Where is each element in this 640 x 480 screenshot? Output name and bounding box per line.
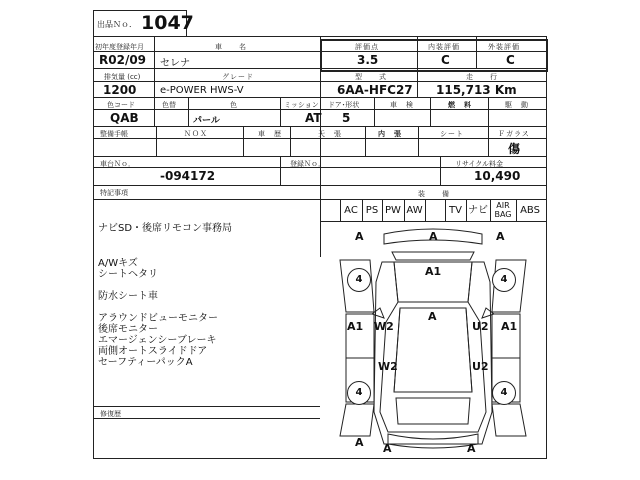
rule (320, 36, 321, 257)
fglass-value: 傷 (508, 142, 521, 156)
damage-left-front-door: A1 (347, 320, 364, 333)
registration-label: 登録Ｎｏ． (290, 160, 325, 168)
equipment-label: 装 備 (418, 190, 450, 198)
mileage-value: 115,713 Km (436, 83, 517, 97)
left-rear-shape (340, 404, 374, 436)
score-value: 3.5 (357, 53, 379, 67)
rule (365, 126, 366, 156)
special-notes-line1: ナビSD・後席リモコン事務局 (98, 223, 233, 234)
tire-rear-right: 4 (492, 381, 516, 405)
equip-blank (425, 200, 445, 221)
rule (417, 36, 418, 97)
name-label: 車 名 (215, 43, 247, 51)
grade-label: グレード (222, 73, 254, 81)
displacement-value: 1200 (103, 83, 137, 97)
door-label: ドア･形状 (328, 101, 360, 109)
recycle-label: リサイクル料金 (455, 160, 504, 168)
rear-bumper-shape (388, 434, 478, 448)
tire-front-right: 4 (492, 268, 516, 292)
special-notes: A/Wキズ シートヘタリ 防水シート車 アラウンドビューモニター 後席モニター エマージェンシーブレーキ 両側オートスライドドア セーフティーパックA (98, 258, 218, 368)
name-value: セレナ (160, 58, 190, 69)
rule (290, 126, 291, 156)
damage-right-rear-door: A1 (501, 320, 518, 333)
interior-score-value: C (441, 53, 450, 67)
equip-ps: PS (365, 205, 379, 216)
rear-window-shape (396, 398, 470, 424)
rule (93, 406, 320, 407)
equip-ac: AC (344, 205, 358, 216)
equip-airbag: AIR BAG (494, 201, 512, 219)
year-label: 初年度登録年月 (95, 43, 144, 51)
manual-label: 整備手帳 (100, 130, 128, 138)
displacement-label: 排気量 (cc) (104, 73, 141, 81)
damage-front-left: A (355, 230, 364, 243)
special-notes-label: 特記事項 (100, 189, 128, 197)
equip-aw: AW (406, 205, 423, 216)
rule (374, 97, 375, 126)
rule (156, 126, 157, 156)
mission-value: AT (305, 111, 322, 125)
history-label: 車 歴 (258, 130, 282, 138)
rule (93, 418, 320, 419)
model-value: 6AA-HFC27 (337, 83, 413, 97)
equip-tv: TV (449, 205, 462, 216)
equip-navi: ナビ (468, 205, 488, 216)
damage-roof: A (428, 310, 437, 323)
equip-pw: PW (385, 205, 401, 216)
tire-front-left: 4 (347, 268, 371, 292)
mission-label: ミッション (284, 101, 319, 109)
equip-abs: ABS (520, 205, 540, 216)
damage-front-center: A (429, 230, 438, 243)
rule (154, 36, 155, 97)
rule (243, 126, 244, 156)
rule (488, 97, 489, 126)
rule (418, 126, 419, 156)
color-label: 色 (230, 101, 238, 109)
grille-shape (392, 252, 474, 260)
fglass-label: Ｆガラス (498, 130, 530, 138)
rule (154, 97, 155, 126)
damage-right-front-door: U2 (472, 320, 489, 333)
color-change-label: 色替 (162, 101, 176, 109)
rule (488, 126, 489, 156)
recycle-value: 10,490 (474, 169, 521, 183)
inspection-label: 車 検 (390, 101, 414, 109)
rule (476, 36, 477, 68)
rule (430, 97, 431, 126)
drive-label: 駆 動 (505, 101, 529, 109)
damage-rear-center: A (383, 442, 392, 455)
mileage-label: 走 行 (466, 73, 498, 81)
chassis-value: -094172 (160, 169, 216, 183)
interior-score-label: 内装評価 (428, 43, 460, 51)
tire-rear-left: 4 (347, 381, 371, 405)
color-code-value: QAB (110, 111, 139, 125)
fuel-label: 燃 料 (448, 101, 472, 109)
door-value: 5 (342, 111, 351, 125)
lot-number: 1047 (141, 12, 194, 34)
color-code-label: 色コード (107, 101, 135, 109)
interior-trim-label: 内 張 (378, 130, 402, 138)
exterior-score-value: C (506, 53, 515, 67)
sunroof-label: 天 張 (318, 130, 342, 138)
rule (280, 156, 281, 185)
year-value: R02/09 (99, 53, 147, 67)
grade-value: e-POWER HWS-V (160, 85, 244, 96)
damage-left-rear-door: W2 (374, 320, 394, 333)
chassis-label: 車台Ｎｏ． (100, 160, 135, 168)
vehicle-diagram (322, 222, 544, 456)
lot-label: 出品Ｎｏ． (97, 20, 137, 29)
exterior-score-label: 外装評価 (488, 43, 520, 51)
damage-right-rear-quarter: U2 (472, 360, 489, 373)
damage-rear-left: A (355, 436, 364, 449)
seat-label: シート (440, 130, 464, 138)
nox-label: ＮＯＸ (184, 130, 208, 138)
damage-left-rear-quarter: W2 (378, 360, 398, 373)
rule (440, 156, 441, 185)
score-label: 評価点 (355, 43, 379, 51)
model-label: 型 式 (355, 73, 387, 81)
repair-history-label: 修復歴 (100, 410, 121, 418)
right-rear-shape (492, 404, 526, 436)
body-outline (374, 262, 492, 444)
damage-rear-right: A (467, 442, 476, 455)
rule (188, 97, 189, 126)
damage-front-right: A (496, 230, 505, 243)
color-value: パール (193, 116, 220, 126)
damage-hood: A1 (425, 265, 442, 278)
rule (280, 97, 281, 126)
